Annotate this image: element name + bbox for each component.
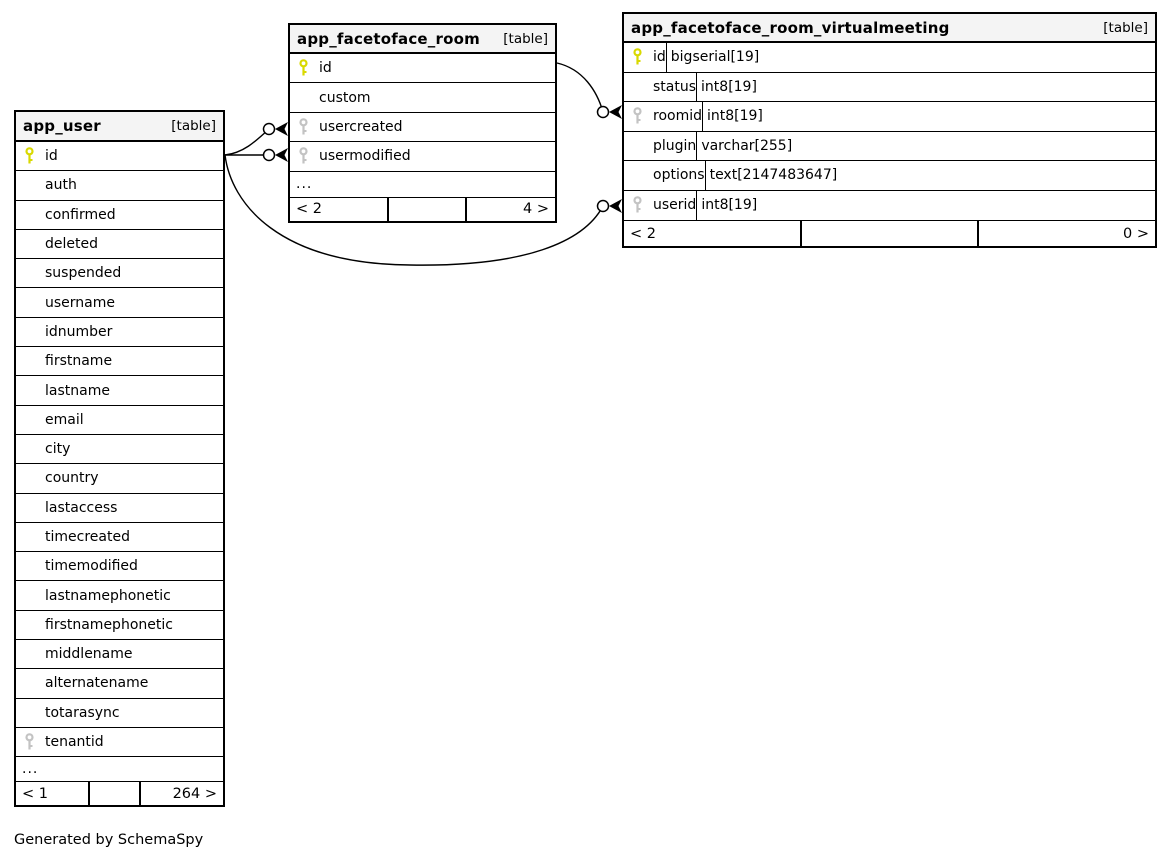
column-name: usermodified: [319, 148, 411, 165]
table-footer: [290, 197, 555, 221]
column-name: deleted: [45, 236, 98, 253]
footer-middle-cell: [387, 198, 465, 221]
table-name-link[interactable]: app_user: [23, 117, 101, 135]
foreign-key-icon: [631, 107, 644, 125]
table-header: [16, 112, 223, 142]
column-name: timemodified: [45, 558, 138, 575]
column-row-status: [624, 73, 1155, 103]
column-row-tenantid: [16, 728, 223, 757]
column-name: lastname: [45, 382, 110, 399]
column-row-options: [624, 161, 1155, 191]
column-name: timecreated: [45, 529, 130, 545]
column-type: text[2147483647]: [705, 161, 849, 190]
key-icon-slot: [22, 147, 37, 165]
column-name: usercreated: [319, 118, 403, 135]
column-type: int8[19]: [696, 191, 840, 221]
fk-odot: [264, 124, 275, 135]
column-type: int8[19]: [702, 102, 846, 131]
table-footer: [16, 781, 223, 805]
footer-rows-count: 264 >: [139, 782, 223, 805]
primary-key-icon: [297, 59, 310, 77]
crowfoot-arrow: [275, 148, 288, 162]
column-name: ...: [296, 176, 313, 193]
column-name: status: [653, 78, 697, 95]
footer-children-count: < 1: [22, 785, 48, 802]
column-name: city: [45, 441, 71, 458]
key-icon-slot: [630, 107, 645, 125]
column-row-usermodified: [290, 142, 555, 171]
column-name: middlename: [45, 646, 133, 663]
table-header: [290, 25, 555, 54]
crowfoot-arrow: [275, 122, 288, 136]
key-icon-slot: [630, 48, 645, 66]
column-name: suspended: [45, 265, 122, 282]
column-name: roomid: [653, 108, 702, 125]
column-row-lastname: [16, 376, 223, 405]
generated-by-note: Generated by SchemaSpy: [14, 832, 204, 848]
column-name: userid: [653, 197, 697, 214]
column-row-roomid: [624, 102, 1155, 132]
key-icon-slot: [296, 147, 311, 165]
columns-ellipsis-row: [290, 172, 555, 197]
footer-rows-count: 0 >: [977, 221, 1155, 246]
column-name: custom: [319, 89, 371, 106]
edge-appuser-usercreated: [225, 129, 269, 155]
crowfoot-arrow: [609, 105, 622, 119]
column-name: plugin: [653, 137, 697, 154]
column-row-plugin: [624, 132, 1155, 162]
foreign-key-icon: [297, 147, 310, 165]
fk-odot: [598, 201, 609, 212]
column-row-suspended: [16, 259, 223, 288]
foreign-key-icon: [631, 196, 644, 214]
column-row-city: [16, 435, 223, 464]
footer-middle-cell: [800, 221, 977, 246]
footer-rows-count: 4 >: [465, 198, 555, 221]
table-type-label: [table]: [1103, 19, 1148, 36]
column-name: tenantid: [45, 734, 104, 751]
column-name: firstnamephonetic: [45, 616, 173, 633]
columns-ellipsis-row: [16, 757, 223, 781]
fk-odot: [264, 150, 275, 161]
column-name: lastnamephonetic: [45, 587, 171, 604]
key-icon-slot: [296, 118, 311, 136]
primary-key-icon: [23, 147, 36, 165]
column-name: totarasync: [45, 704, 120, 721]
column-row-alternatename: [16, 669, 223, 698]
table-type-label: [table]: [171, 118, 216, 134]
crowfoot-arrow: [609, 199, 622, 213]
column-type: varchar[255]: [696, 132, 840, 161]
column-row-confirmed: [16, 201, 223, 230]
foreign-key-icon: [23, 733, 36, 751]
table-header: [624, 14, 1155, 43]
column-name: auth: [45, 177, 77, 194]
column-row-timemodified: [16, 552, 223, 581]
key-icon-slot: [630, 196, 645, 214]
column-row-totarasync: [16, 699, 223, 728]
column-row-deleted: [16, 230, 223, 259]
column-row-auth: [16, 171, 223, 200]
column-row-email: [16, 406, 223, 435]
column-row-country: [16, 464, 223, 493]
column-row-id: [16, 142, 223, 171]
column-name: idnumber: [45, 323, 113, 340]
footer-middle-cell: [88, 782, 139, 805]
column-row-timecreated: [16, 523, 223, 552]
table-type-label: [table]: [503, 30, 548, 47]
key-icon-slot: [22, 733, 37, 751]
column-name: country: [45, 470, 99, 487]
column-name: options: [653, 167, 705, 184]
column-name: id: [653, 49, 666, 66]
column-row-lastaccess: [16, 494, 223, 523]
primary-key-icon: [631, 48, 644, 66]
footer-children-count: < 2: [630, 225, 656, 242]
column-row-id: [624, 43, 1155, 73]
column-row-custom: [290, 83, 555, 112]
table-app-facetoface-room: [288, 23, 557, 223]
column-row-firstnamephonetic: [16, 611, 223, 640]
column-name: alternatename: [45, 675, 149, 692]
column-name: id: [319, 60, 332, 77]
table-app-user: [14, 110, 225, 807]
table-name-link[interactable]: app_facetoface_room_virtualmeeting: [631, 18, 950, 37]
column-row-usercreated: [290, 113, 555, 142]
footer-children-count: < 2: [296, 201, 322, 218]
table-footer: [624, 220, 1155, 246]
fk-odot: [598, 107, 609, 118]
column-row-lastnamephonetic: [16, 581, 223, 610]
column-name: confirmed: [45, 206, 116, 223]
table-app-facetoface-room-virtualmeeting: [622, 12, 1157, 248]
column-name: ...: [22, 761, 39, 778]
edge-room-roomid: [557, 63, 603, 112]
column-row-firstname: [16, 347, 223, 376]
column-name: username: [45, 294, 115, 311]
column-row-id: [290, 54, 555, 83]
column-name: id: [45, 148, 58, 165]
column-type: bigserial[19]: [666, 43, 810, 72]
column-row-userid: [624, 191, 1155, 221]
column-row-idnumber: [16, 318, 223, 347]
column-row-middlename: [16, 640, 223, 669]
column-name: lastaccess: [45, 499, 118, 516]
column-name: email: [45, 411, 84, 428]
foreign-key-icon: [297, 118, 310, 136]
column-type: int8[19]: [696, 73, 840, 102]
column-name: firstname: [45, 353, 113, 370]
column-row-username: [16, 288, 223, 317]
table-name-link[interactable]: app_facetoface_room: [297, 29, 480, 48]
key-icon-slot: [296, 59, 311, 77]
